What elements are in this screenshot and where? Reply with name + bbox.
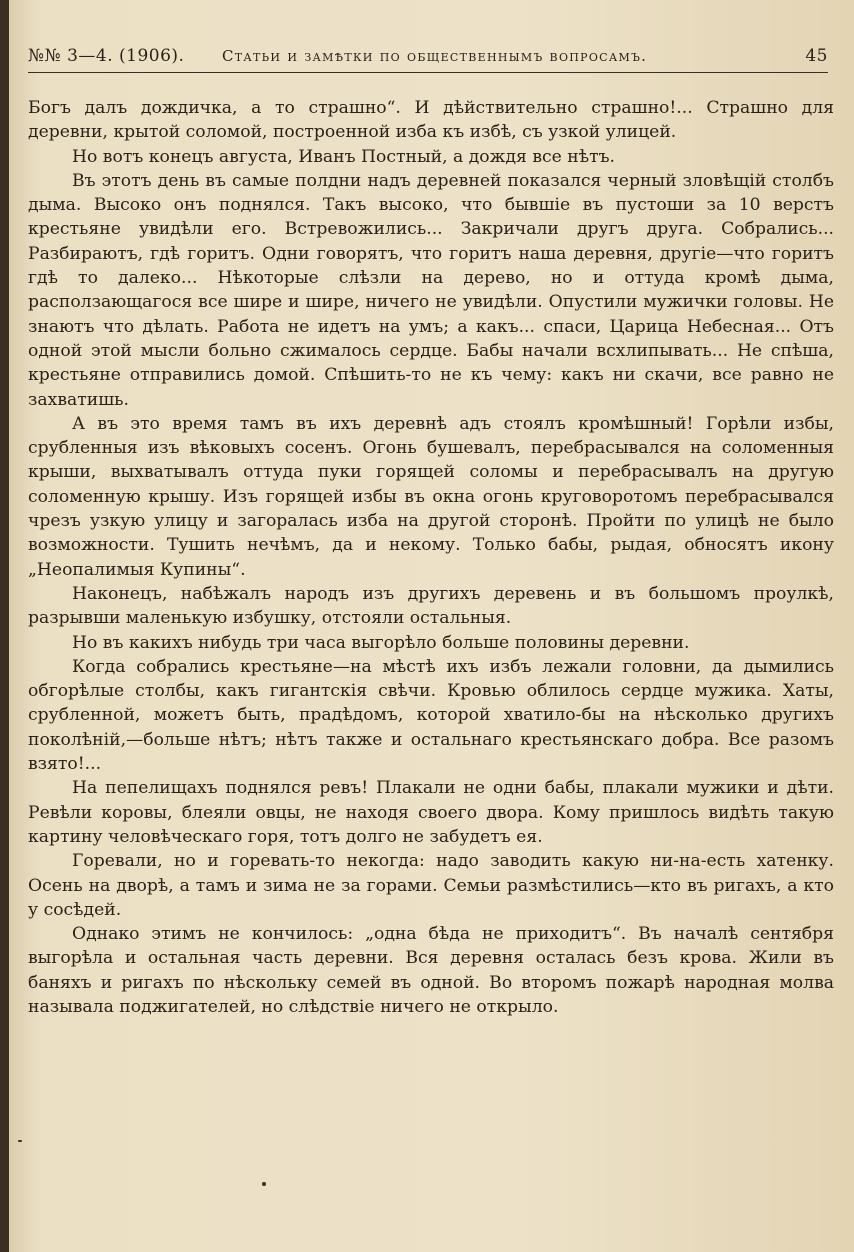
paragraph: А въ это время тамъ въ ихъ деревнѣ адъ стоялъ кромѣшный! Горѣли избы, срубленныя изъ вѣковыхъ сосенъ. Огонь бушевалъ, перебрасывался на соломенныя крыши, выхватывалъ оттуда пуки горящей соломы и перебрасывалъ на другую соломенную крышу. Изъ горящей избы въ окна огонь круговоротомъ перебрасывался чрезъ узкую улицу и загоралась изба на другой сторонѣ. Пройти по улицѣ не было возможности. Тушить нечѣмъ, да и некому. Только бабы, рыдая, обносятъ икону „Неопалимыя Купины“. bbox=[28, 413, 834, 580]
paragraph: Когда собрались крестьяне—на мѣстѣ ихъ избъ лежали головни, да дымились обгорѣлые столбы, какъ гигантскія свѣчи. Кровью облилось сердце мужика. Хаты, срубленной, можетъ быть, прадѣдомъ, которой хватило-бы на нѣсколько другихъ поколѣній,—больше нѣтъ; нѣтъ также и остальнаго крестьянскаго добра. Все разомъ взято!... bbox=[28, 656, 834, 775]
running-header bbox=[28, 44, 828, 73]
page-number: 45 bbox=[805, 46, 828, 66]
paragraph: Однако этимъ не кончилось: „одна бѣда не приходитъ“. Въ началѣ сентября выгорѣла и остальная часть деревни. Вся деревня осталась безъ крова. Жили въ баняхъ и ригахъ по нѣскольку семей въ одной. Во второмъ пожарѣ народная молва называла поджигателей, но слѣдствіе ничего не открыло. bbox=[28, 924, 834, 1017]
paragraph: Въ этотъ день въ самые полдни надъ деревней показался черный зловѣщій столбъ дыма. Высоко онъ поднялся. Такъ высоко, что бывшіе въ пустоши за 10 верстъ крестьяне увидѣли его. Встревожились... Закричали другъ друга. Собрались... Разбираютъ, гдѣ горитъ. Одни говорятъ, что горитъ наша деревня, другіе—что горитъ гдѣ то далеко... Нѣкоторые слѣзли на дерево, но и оттуда кромѣ дыма, расползающагося все шире и шире, ничего не увидѣли. Опустили мужички головы. Не знаютъ что дѣлать. Работа не идетъ на умъ; а какъ... спаси, Царица Небесная... Отъ одной этой мысли больно сжималось сердце. Бабы начали всхлипывать... Не спѣша, крестьяне отправились домой. Спѣшить-то не къ чему: какъ ни скачи, все равно не захватишь. bbox=[28, 170, 834, 410]
ink-speck bbox=[262, 1182, 266, 1186]
ink-speck bbox=[18, 1140, 22, 1142]
article-body bbox=[28, 96, 834, 1019]
paragraph-continued: Богъ далъ дождичка, а то страшно“. И дѣйствительно страшно!... Страшно для деревни, крытой соломой, построенной изба къ избѣ, съ узкой улицей. bbox=[28, 98, 834, 143]
paragraph: Но вотъ конецъ августа, Иванъ Постный, а дождя все нѣтъ. bbox=[72, 146, 616, 167]
running-title: Статьи и замѣтки по общественнымъ вопросамъ. bbox=[222, 47, 648, 65]
book-spine-edge bbox=[0, 0, 9, 1252]
paragraph: Но въ какихъ нибудь три часа выгорѣло больше половины деревни. bbox=[72, 632, 690, 653]
issue-number: №№ 3—4. (1906). bbox=[28, 46, 185, 66]
paragraph: На пепелищахъ поднялся ревъ! Плакали не одни бабы, плакали мужики и дѣти. Ревѣли коровы, блеяли овцы, не находя своего двора. Кому пришлось видѣть такую картину человѣческаго горя, тотъ долго не забудетъ ея. bbox=[28, 778, 834, 847]
paragraph: Горевали, но и горевать-то некогда: надо заводить какую ни-на-есть хатенку. Осень на дворѣ, а тамъ и зима не за горами. Семьи размѣстились—кто въ ригахъ, а кто у сосѣдей. bbox=[28, 851, 834, 920]
paragraph: Наконецъ, набѣжалъ народъ изъ другихъ деревень и въ большомъ проулкѣ, разрывши маленькую избушку, отстояли остальныя. bbox=[28, 583, 834, 629]
